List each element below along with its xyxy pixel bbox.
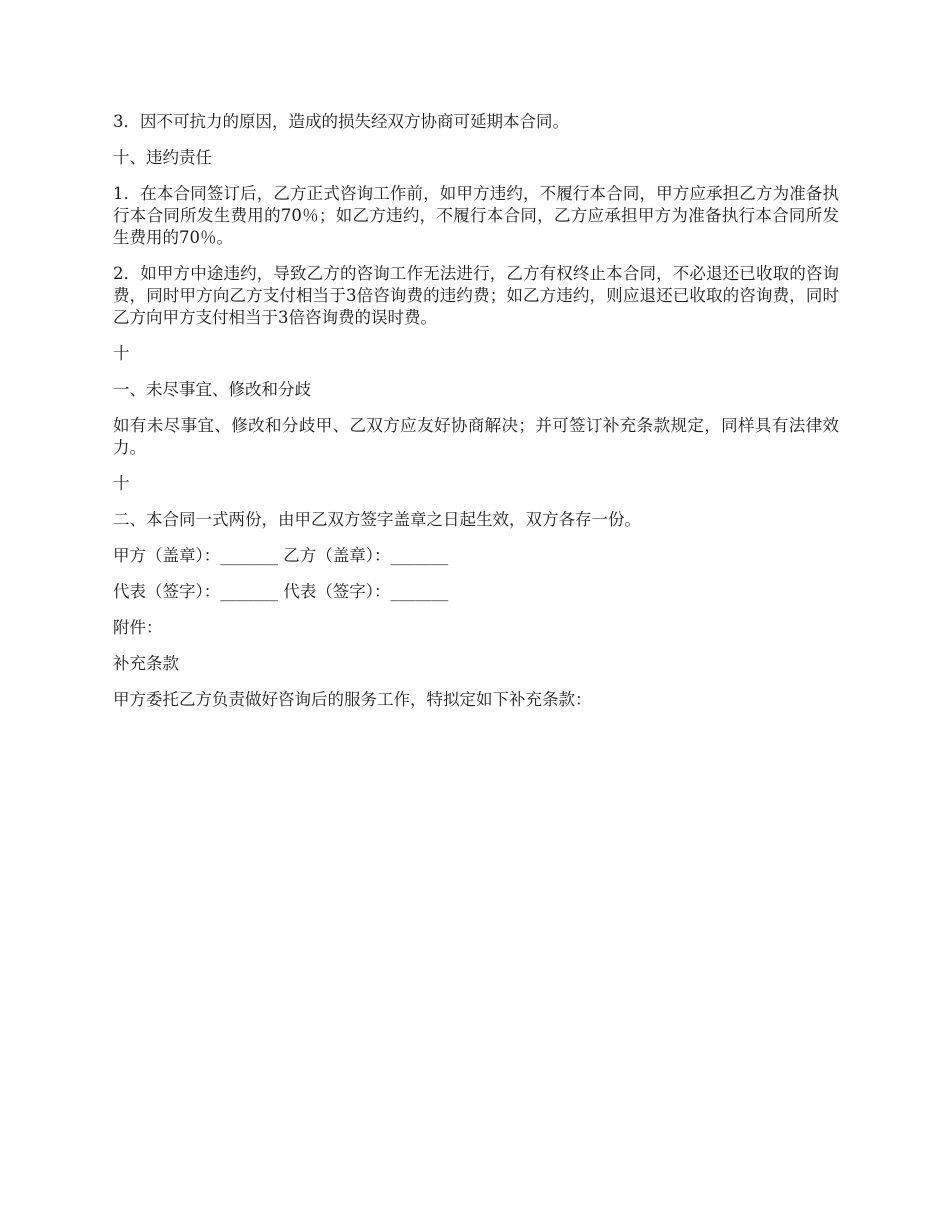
heading-unresolved-matters: 一、未尽事宜、修改和分歧	[113, 380, 311, 399]
section-number-fragment: 十	[113, 344, 130, 363]
document-body	[113, 111, 839, 725]
paragraph-breach-clause-1: 1．在本合同签订后，乙方正式咨询工作前，如甲方违约，不履行本合同，甲方应承担乙方为准备执行本合同所发生费用的70％；如乙方违约，不履行本合同，乙方应承担甲方为准备执行本合同所发生费用的70％。	[113, 184, 839, 247]
signature-line-seal: 甲方（盖章）：_______ 乙方（盖章）：_______	[113, 546, 449, 565]
paragraph-copies-effective: 二、本合同一式两份，由甲乙双方签字盖章之日起生效，双方各存一份。	[113, 510, 641, 529]
signature-line-representative: 代表（签字）：_______ 代表（签字）：_______	[113, 582, 449, 601]
heading-supplementary-terms: 补充条款	[113, 654, 179, 673]
paragraph-force-majeure: 3．因不可抗力的原因，造成的损失经双方协商可延期本合同。	[113, 112, 569, 131]
paragraph-unresolved-matters: 如有未尽事宜、修改和分歧甲、乙双方应友好协商解决；并可签订补充条款规定，同样具有法律效力。	[113, 416, 839, 457]
attachment-label: 附件：	[113, 618, 163, 637]
section-number-fragment: 十	[113, 474, 130, 493]
paragraph-breach-clause-2: 2．如甲方中途违约，导致乙方的咨询工作无法进行，乙方有权终止本合同，不必退还已收取的咨询费，同时甲方向乙方支付相当于3倍咨询费的违约费；如乙方违约，则应退还已收取的咨询费，同时乙方向甲方支付相当于3倍咨询费的误时费。	[113, 264, 839, 327]
heading-breach-liability: 十、违约责任	[113, 148, 212, 167]
paragraph-supplementary-intro: 甲方委托乙方负责做好咨询后的服务工作，特拟定如下补充条款：	[113, 690, 592, 709]
